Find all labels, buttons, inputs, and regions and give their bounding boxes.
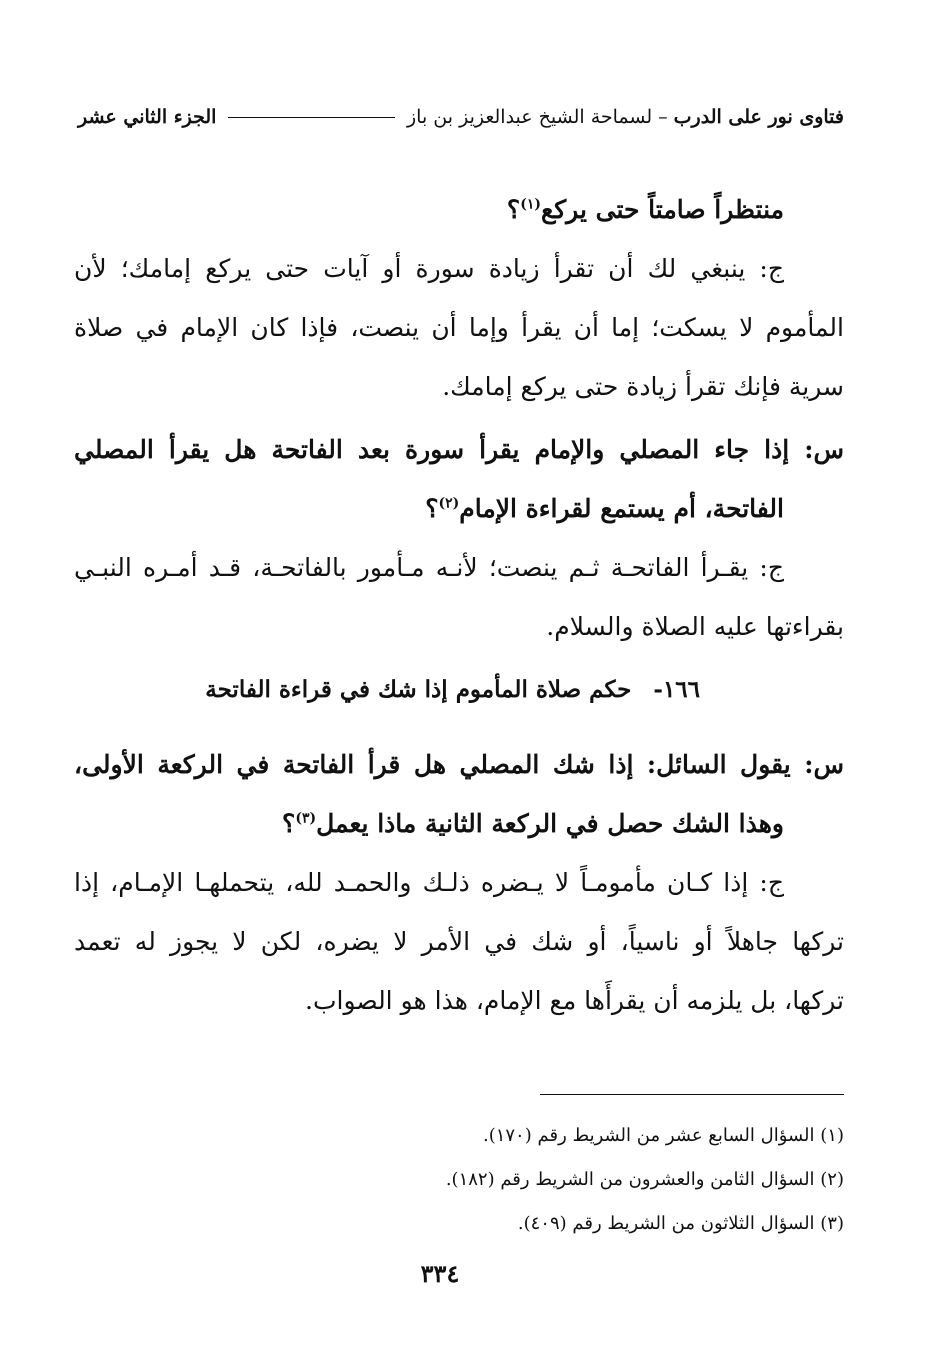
header-volume: الجزء الثاني عشر xyxy=(78,106,217,128)
question-tail-line xyxy=(74,180,844,239)
running-header xyxy=(78,100,844,134)
question-mark: ؟ xyxy=(425,494,439,523)
question-mark: ؟ xyxy=(506,195,521,224)
page-number: ٣٣٤ xyxy=(420,1259,460,1288)
section-heading xyxy=(200,668,700,712)
answer-line: بقراءتها عليه الصلاة والسلام. xyxy=(546,612,844,641)
footnotes xyxy=(300,1114,844,1246)
answer-line: سرية فإنك تقرأ زيادة حتى يركع إمامك. xyxy=(442,372,844,401)
answer-line: ج: ينبغي لك أن تقرأ زيادة سورة أو آيات حتى يركع إمامك؛ لأن xyxy=(74,254,784,283)
footnote-3: (٣) السؤال الثلاثون من الشريط رقم (٤٠٩). xyxy=(517,1213,844,1234)
header-book-title: فتاوى نور على الدرب xyxy=(673,106,844,128)
question-line xyxy=(74,479,844,538)
question-tail-text: منتظراً صامتاً حتى يركع xyxy=(540,195,784,224)
question-text: الفاتحة، أم يستمع لقراءة الإمام xyxy=(459,494,784,523)
question-line xyxy=(74,794,844,853)
answer-line: ج: يقـرأ الفاتحـة ثـم ينصت؛ لأنـه مـأمور بالفاتحـة، قـد أمـره النبـي xyxy=(74,553,784,582)
question-text: وهذا الشك حصل في الركعة الثانية ماذا يعمل xyxy=(316,809,784,838)
answer-line: المأموم لا يسكت؛ إما أن يقرأ وإما أن ينصت، فإذا كان الإمام في صلاة xyxy=(74,313,844,342)
header-rule xyxy=(228,117,395,118)
footnote-2: (٢) السؤال الثامن والعشرون من الشريط رقم (١٨٢). xyxy=(445,1169,844,1190)
footnote-ref-3: (٣) xyxy=(295,810,317,827)
footnote-1: (١) السؤال السابع عشر من الشريط رقم (١٧٠). xyxy=(482,1125,844,1146)
section-title-text: حكم صلاة المأموم إذا شك في قراءة الفاتحة xyxy=(205,676,632,703)
answer-line: تركها جاهلاً أو ناسياً، أو شك في الأمر لا يضره، لكن لا يجوز له تعمد xyxy=(74,927,844,956)
question-mark: ؟ xyxy=(282,809,296,838)
footnote-ref-2: (٢) xyxy=(438,495,460,512)
answer-line: تركها، بل يلزمه أن يقرأَها مع الإمام، هذا هو الصواب. xyxy=(305,986,844,1015)
question-line: س: يقول السائل: إذا شك المصلي هل قرأ الفاتحة في الركعة الأولى، xyxy=(74,750,844,779)
section-number: ١٦٦- xyxy=(653,676,700,703)
question-block-3 xyxy=(74,735,844,1030)
answer-line: ج: إذا كـان مأمومـاً لا يـضره ذلـك والحمـد لله، يتحملهـا الإمـام، إذا xyxy=(74,868,784,897)
header-author: لسماحة الشيخ عبدالعزيز بن باز xyxy=(407,106,653,128)
footnote-ref-1: (١) xyxy=(520,196,541,213)
question-line: س: إذا جاء المصلي والإمام يقرأ سورة بعد الفاتحة هل يقرأ المصلي xyxy=(74,435,844,464)
header-separator: – xyxy=(658,106,668,128)
passage-continuation xyxy=(74,180,844,416)
question-block-2 xyxy=(74,420,844,656)
footnote-divider xyxy=(540,1094,844,1095)
